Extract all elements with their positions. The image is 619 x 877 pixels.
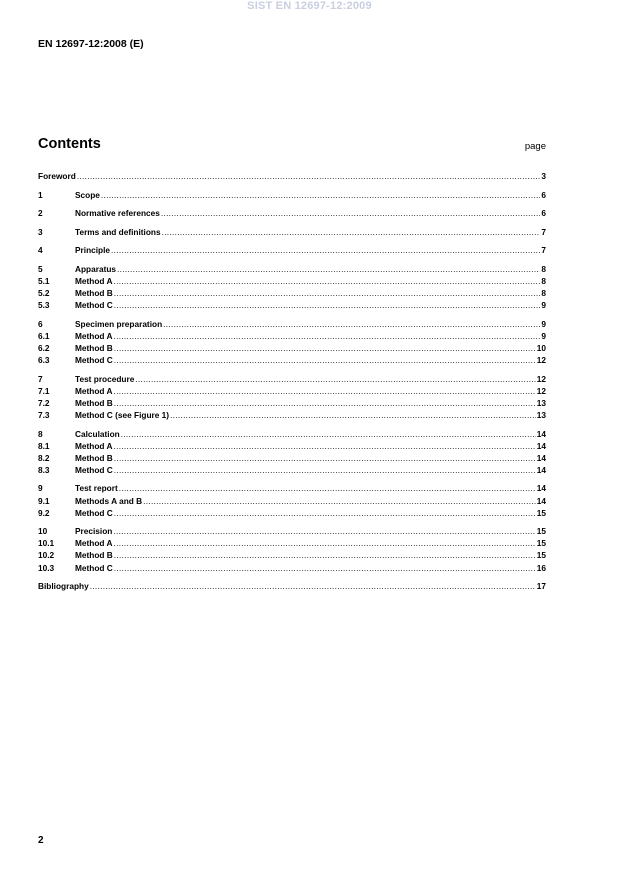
dot-leader [114, 354, 536, 366]
toc-entry-page: 6 [541, 208, 546, 219]
toc-entry[interactable] [38, 330, 546, 342]
document-id: EN 12697-12:2008 (E) [38, 38, 144, 50]
toc-entry-number: 7 [38, 373, 43, 384]
dot-leader [101, 189, 540, 201]
toc-entry-page: 8 [541, 288, 546, 299]
toc-entry-title: Method A [75, 538, 113, 549]
toc-entry-title: Calculation [75, 428, 120, 439]
dot-leader [121, 428, 536, 440]
toc-entry-page: 15 [536, 550, 546, 561]
toc-entry[interactable] [38, 580, 546, 592]
toc-entry-title: Scope [75, 189, 100, 200]
dot-leader [113, 537, 535, 549]
dot-leader [135, 373, 535, 385]
toc-entry[interactable] [38, 318, 546, 330]
dot-leader [114, 507, 536, 519]
toc-entry[interactable] [38, 170, 546, 182]
toc-entry-title: Test procedure [75, 373, 135, 384]
toc-entry[interactable] [38, 354, 546, 366]
toc-entry-title: Specimen preparation [75, 318, 163, 329]
dot-leader [113, 330, 540, 342]
toc-entry-number: 5.3 [38, 300, 50, 311]
dot-leader [143, 495, 536, 507]
toc-entry-number: 8.1 [38, 440, 50, 451]
toc-entry-number: 4 [38, 245, 43, 256]
toc-entry[interactable] [38, 507, 546, 519]
toc-entry-title: Method B [75, 452, 113, 463]
toc-entry-number: 7.1 [38, 385, 50, 396]
toc-entry-page: 9 [541, 300, 546, 311]
toc-entry[interactable] [38, 275, 546, 287]
toc-entry[interactable] [38, 409, 546, 421]
toc-entry[interactable] [38, 342, 546, 354]
toc-entry-page: 7 [541, 245, 546, 256]
dot-leader [161, 207, 541, 219]
dot-leader [162, 226, 541, 238]
toc-entry-page: 12 [536, 373, 546, 384]
toc-entry-number: 7.3 [38, 410, 50, 420]
dot-leader [114, 562, 536, 574]
toc-entry-page: 10 [536, 343, 546, 354]
toc-entry-page: 12 [536, 385, 546, 396]
dot-leader [114, 464, 536, 476]
toc-entry-page: 6 [541, 189, 546, 200]
dot-leader [113, 525, 535, 537]
toc-entry[interactable] [38, 189, 546, 201]
toc-entry[interactable] [38, 385, 546, 397]
toc-entry-number: 6.1 [38, 330, 50, 341]
toc-entry-number: 6.3 [38, 355, 50, 366]
toc-entry-title: Method B [75, 397, 113, 408]
toc-entry-title: Normative references [75, 208, 160, 219]
toc-entry[interactable] [38, 549, 546, 561]
toc-entry[interactable] [38, 299, 546, 311]
toc-entry-number: 5.1 [38, 276, 50, 287]
toc-entry-number: 8.2 [38, 452, 50, 463]
table-of-contents [38, 170, 546, 592]
toc-entry-number: 3 [38, 226, 43, 237]
toc-entry-page: 15 [536, 538, 546, 549]
toc-entry-page: 14 [536, 483, 546, 494]
toc-entry[interactable] [38, 537, 546, 549]
toc-entry[interactable] [38, 207, 546, 219]
page-number: 2 [38, 835, 44, 846]
toc-entry-number: 6.2 [38, 343, 50, 354]
toc-entry-page: 8 [541, 276, 546, 287]
dot-leader [77, 170, 541, 182]
dot-leader [114, 452, 536, 464]
dot-leader [113, 275, 540, 287]
toc-entry-number: 10 [38, 526, 48, 537]
toc-entry-number: 1 [38, 189, 43, 200]
toc-entry-title: Precision [75, 526, 113, 537]
toc-entry-page: 14 [536, 452, 546, 463]
toc-entry[interactable] [38, 452, 546, 464]
toc-entry-page: 15 [536, 507, 546, 518]
dot-leader [117, 263, 540, 275]
toc-entry-page: 7 [541, 226, 546, 237]
toc-entry-number: 9.1 [38, 495, 50, 506]
toc-entry-number: 8.3 [38, 464, 50, 475]
toc-entry-page: 14 [536, 440, 546, 451]
dot-leader [114, 549, 536, 561]
toc-entry[interactable] [38, 226, 546, 238]
toc-entry-number: 5 [38, 263, 43, 274]
toc-entry-title: Method C [75, 300, 113, 311]
toc-entry-page: 17 [536, 581, 546, 592]
toc-entry[interactable] [38, 287, 546, 299]
toc-entry-page: 16 [536, 562, 546, 573]
contents-title: Contents [38, 136, 101, 152]
toc-entry-page: 13 [536, 397, 546, 408]
toc-entry-number: 9.2 [38, 507, 50, 518]
toc-entry-page: 14 [536, 495, 546, 506]
toc-entry-number: 6 [38, 318, 43, 329]
toc-entry-title: Method C (see Figure 1) [75, 410, 170, 420]
toc-entry-number: 9 [38, 483, 43, 494]
toc-entry-title: Method B [75, 288, 113, 299]
toc-entry-title: Bibliography [38, 581, 89, 592]
toc-entry-title: Method A [75, 385, 113, 396]
toc-entry-number: 5.2 [38, 288, 50, 299]
page-column-label: page [524, 141, 546, 152]
dot-leader [114, 299, 541, 311]
dot-leader [114, 397, 536, 409]
toc-entry-title: Apparatus [75, 263, 117, 274]
toc-entry-title: Foreword [38, 171, 76, 181]
toc-entry-title: Method A [75, 276, 113, 287]
toc-entry-page: 12 [536, 355, 546, 366]
toc-entry-page: 15 [536, 526, 546, 537]
toc-entry[interactable] [38, 244, 546, 256]
toc-entry-number: 10.1 [38, 538, 55, 549]
toc-entry[interactable] [38, 562, 546, 574]
toc-entry-title: Test report [75, 483, 118, 494]
toc-entry-page: 13 [536, 410, 546, 420]
toc-entry-number: 10.3 [38, 562, 55, 573]
toc-entry-title: Methods A and B [75, 495, 143, 506]
toc-entry-page: 8 [541, 263, 546, 274]
toc-entry-page: 14 [536, 464, 546, 475]
dot-leader [163, 318, 540, 330]
toc-entry-title: Method C [75, 355, 113, 366]
dot-leader [90, 580, 536, 592]
toc-entry-page: 9 [541, 330, 546, 341]
toc-entry-number: 10.2 [38, 550, 55, 561]
dot-leader [119, 482, 536, 494]
toc-entry-title: Method A [75, 440, 113, 451]
toc-entry[interactable] [38, 440, 546, 452]
toc-entry-page: 9 [541, 318, 546, 329]
toc-entry-title: Method B [75, 550, 113, 561]
toc-entry-number: 2 [38, 208, 43, 219]
dot-leader [114, 342, 536, 354]
toc-entry[interactable] [38, 263, 546, 275]
toc-entry[interactable] [38, 428, 546, 440]
toc-entry[interactable] [38, 397, 546, 409]
toc-entry-title: Principle [75, 245, 111, 256]
toc-entry-title: Terms and definitions [75, 226, 161, 237]
toc-entry-title: Method A [75, 330, 113, 341]
toc-entry-title: Method C [75, 507, 113, 518]
toc-entry[interactable] [38, 482, 546, 494]
toc-entry-page: 3 [541, 171, 546, 181]
dot-leader [114, 287, 541, 299]
dot-leader [111, 244, 540, 256]
dot-leader [170, 409, 536, 421]
toc-entry-title: Method C [75, 562, 113, 573]
dot-leader [113, 385, 535, 397]
toc-entry-title: Method B [75, 343, 113, 354]
toc-entry-title: Method C [75, 464, 113, 475]
toc-entry[interactable] [38, 373, 546, 385]
toc-entry[interactable] [38, 525, 546, 537]
toc-entry-number: 8 [38, 428, 43, 439]
watermark: SIST EN 12697-12:2009 [247, 0, 372, 12]
toc-entry-page: 14 [536, 428, 546, 439]
toc-entry-number: 7.2 [38, 397, 50, 408]
toc-entry[interactable] [38, 464, 546, 476]
toc-entry[interactable] [38, 495, 546, 507]
dot-leader [113, 440, 535, 452]
